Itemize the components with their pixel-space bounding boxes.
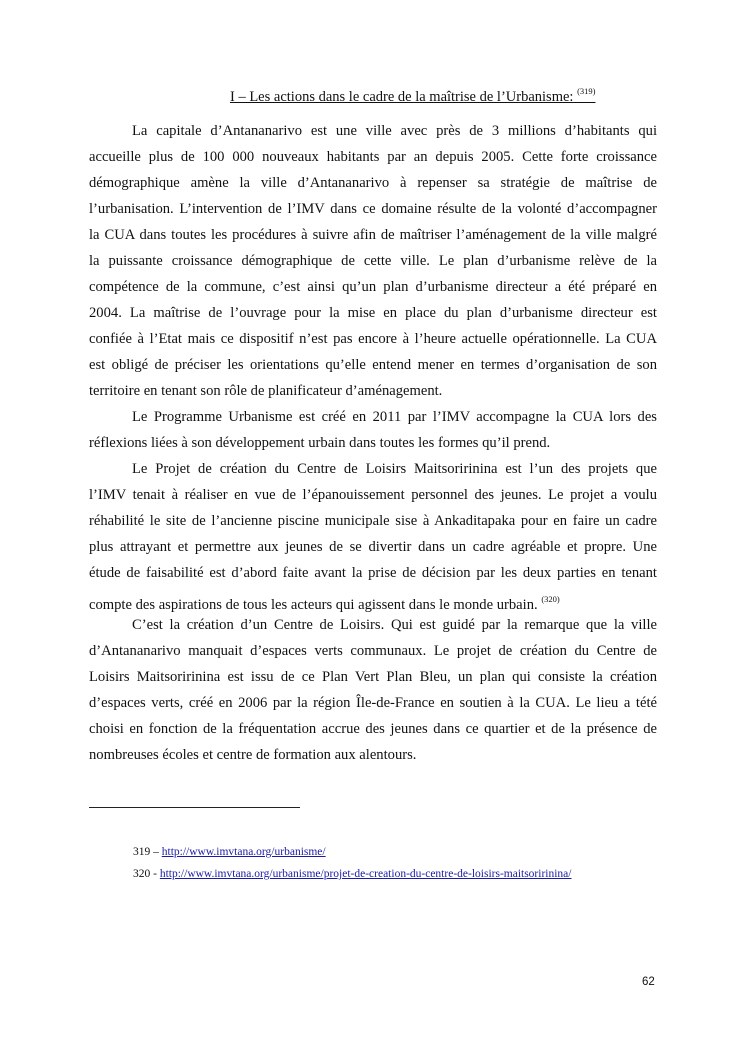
text-line bbox=[89, 326, 657, 352]
text-line bbox=[89, 222, 657, 248]
line-text: Loisirs Maitsoririnina est issu de ce Plan Vert Plan Bleu, un plan qui consiste la création bbox=[89, 669, 657, 685]
footnote-number: 319 – bbox=[133, 846, 162, 858]
line-text: compétence de la commune, c’est ainsi qu’un plan d’urbanisme directeur a été préparé en bbox=[89, 279, 657, 295]
text-line bbox=[89, 534, 657, 560]
text-line bbox=[89, 638, 657, 664]
footnote-ref: (320) bbox=[541, 594, 560, 604]
text-line bbox=[89, 352, 657, 378]
text-line bbox=[89, 482, 657, 508]
line-text: réhabilité le site de l’ancienne piscine municipale sise à Ankaditapaka pour en faire un cadre bbox=[89, 513, 657, 529]
footnote-link[interactable]: http://www.imvtana.org/urbanisme/projet-de-creation-du-centre-de-loisirs-maitsoririnina/ bbox=[159, 868, 572, 880]
page-number: 62 bbox=[642, 976, 655, 988]
line-text: l’IMV tenait à réaliser en vue de l’épanouissement personnel des jeunes. Le projet a voulu bbox=[89, 487, 657, 503]
footnote-320 bbox=[133, 868, 571, 880]
footnote-number: 320 - bbox=[133, 868, 160, 880]
line-text: l’urbanisation. L’intervention de l’IMV dans ce domaine résulte de la volonté d’accompagner bbox=[89, 201, 657, 217]
text-line bbox=[89, 300, 657, 326]
text-line bbox=[89, 404, 657, 430]
text-line bbox=[89, 560, 657, 586]
line-text: étude de faisabilité est d’abord faite avant la prise de décision par les deux parties en tenant bbox=[89, 565, 657, 581]
text-line bbox=[89, 716, 657, 742]
text-line bbox=[89, 118, 657, 144]
line-text: est obligé de préciser les orientations qu’elle entend mener en termes d’organisation de son bbox=[89, 357, 657, 373]
line-text: nombreuses écoles et centre de formation aux alentours. bbox=[89, 747, 417, 763]
text-line bbox=[89, 586, 657, 612]
line-text: Le Programme Urbanisme est créé en 2011 par l’IMV accompagne la CUA lors des bbox=[132, 409, 657, 425]
line-text: démographique amène la ville d’Antananarivo à repenser sa stratégie de maîtrise de bbox=[89, 175, 657, 191]
text-line bbox=[89, 196, 657, 222]
body-text bbox=[89, 118, 657, 768]
line-text: C’est la création d’un Centre de Loisirs. Qui est guidé par la remarque que la ville bbox=[132, 617, 657, 633]
text-line bbox=[89, 144, 657, 170]
text-line bbox=[89, 430, 657, 456]
line-text: Le Projet de création du Centre de Loisirs Maitsoririnina est l’un des projets que bbox=[132, 461, 657, 477]
footnote-319 bbox=[133, 846, 326, 858]
section-heading bbox=[230, 86, 596, 106]
footnote-link[interactable]: http://www.imvtana.org/urbanisme/ bbox=[161, 846, 326, 858]
text-line bbox=[89, 274, 657, 300]
line-text: d’Antananarivo manquait d’espaces verts communaux. Le projet de création du Centre de bbox=[89, 643, 657, 659]
text-line bbox=[89, 456, 657, 482]
line-text: la puissante croissance démographique de cette ville. Le plan d’urbanisme relève de la bbox=[89, 253, 657, 269]
text-line bbox=[89, 170, 657, 196]
heading-text: I – Les actions dans le cadre de la maîtrise de l’Urbanisme: bbox=[230, 89, 574, 105]
line-text: plus attrayant et permettre aux jeunes de se divertir dans un cadre agréable et propre. Une bbox=[89, 539, 657, 555]
text-line bbox=[89, 378, 657, 404]
text-line bbox=[89, 664, 657, 690]
line-text: choisi en fonction de la fréquentation accrue des jeunes dans ce quartier et de la présence de bbox=[89, 721, 657, 737]
text-line bbox=[89, 690, 657, 716]
line-text: accueille plus de 100 000 nouveaux habitants par an depuis 2005. Cette forte croissance bbox=[89, 149, 657, 165]
line-text: compte des aspirations de tous les acteurs qui agissent dans le monde urbain. bbox=[89, 597, 538, 613]
text-line bbox=[89, 248, 657, 274]
footnote-separator bbox=[89, 807, 300, 808]
text-line bbox=[89, 508, 657, 534]
line-text: d’espaces verts, créé en 2006 par la région Île-de-France en soutien à la CUA. Le lieu a tété bbox=[89, 695, 657, 711]
line-text: réflexions liées à son développement urbain dans toutes les formes qu’il prend. bbox=[89, 435, 551, 451]
text-line bbox=[89, 742, 657, 768]
line-text: 2004. La maîtrise de l’ouvrage pour la mise en place du plan d’urbanisme directeur est bbox=[89, 305, 657, 321]
line-text: La capitale d’Antananarivo est une ville avec près de 3 millions d’habitants qui bbox=[132, 123, 657, 139]
text-line bbox=[89, 612, 657, 638]
footnote-ref-319: (319) bbox=[577, 86, 596, 96]
line-text: confiée à l’Etat mais ce dispositif n’est pas encore à l’heure actuelle opérationnelle. La CUA bbox=[89, 331, 657, 347]
line-text: territoire en tenant son rôle de planificateur d’aménagement. bbox=[89, 383, 443, 399]
line-text: la CUA dans toutes les procédures à suivre afin de maîtriser l’aménagement de la ville malgré bbox=[89, 227, 657, 243]
